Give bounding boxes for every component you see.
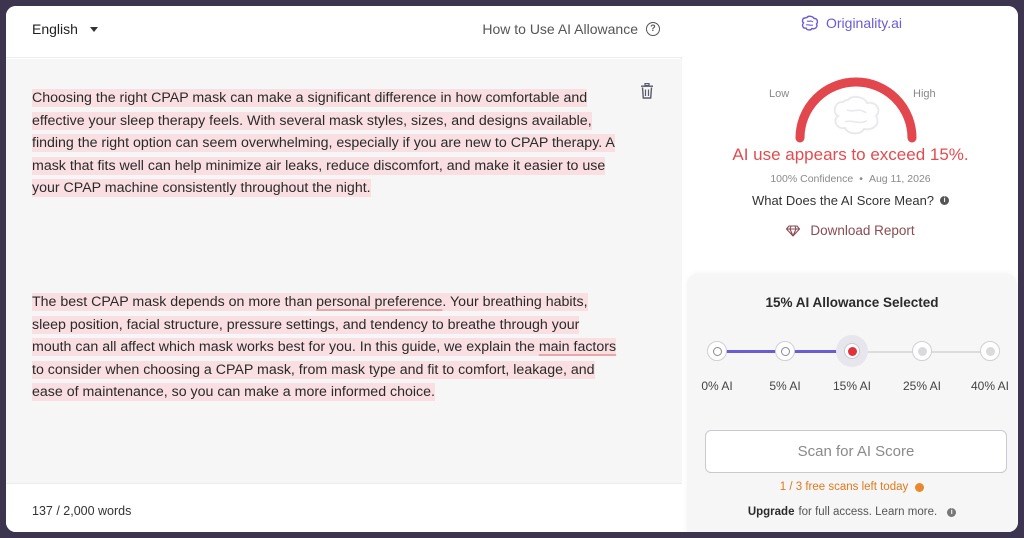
gem-icon xyxy=(713,347,722,356)
separator-dot: • xyxy=(859,173,863,185)
brand-logo[interactable] xyxy=(801,15,902,31)
confidence-meta xyxy=(683,173,1018,185)
allowance-stop-15-selected[interactable] xyxy=(836,335,868,367)
how-to-use-label: How to Use AI Allowance xyxy=(482,21,638,37)
gem-icon xyxy=(781,347,790,356)
how-to-use-link[interactable] xyxy=(482,21,660,37)
brain-watermark-icon xyxy=(835,97,879,134)
flagged-phrase[interactable]: main factors xyxy=(538,339,617,356)
text-segment: In this guide, we explain the xyxy=(355,339,539,356)
gauge-high-label: High xyxy=(913,88,936,100)
allowance-stop-label: 5% AI xyxy=(769,379,801,393)
upgrade-notice xyxy=(687,506,1017,518)
brain-logo-icon xyxy=(801,15,819,31)
text-input-area[interactable] xyxy=(6,59,682,483)
allowance-stop-40[interactable] xyxy=(980,341,1000,361)
brand-name: Originality.ai xyxy=(826,15,902,31)
verdict-text: AI use appears to exceed 15%. xyxy=(732,145,969,164)
results-panel xyxy=(683,6,1018,532)
free-scans-notice xyxy=(687,481,1017,493)
ai-allowance-card xyxy=(687,274,1017,532)
allowance-stop-label: 25% AI xyxy=(902,379,942,393)
slider-thumb xyxy=(844,343,860,359)
info-icon[interactable]: i xyxy=(947,508,956,517)
allowance-title: 15% AI Allowance Selected xyxy=(765,295,939,310)
confidence-text: 100% Confidence xyxy=(770,173,854,185)
ai-score-gauge xyxy=(683,52,1018,152)
caret-down-icon xyxy=(90,27,98,32)
free-scans-text: 1 / 3 free scans left today xyxy=(779,481,909,493)
text-segment: to consider when choosing a CPAP mask, from mask type and fit to comfort, leakage, and ease of maintenance, so you can make a more informed choice. xyxy=(32,361,595,401)
allowance-stop-25[interactable] xyxy=(912,341,932,361)
flagged-phrase[interactable]: personal preference xyxy=(316,294,443,310)
download-report-label: Download Report xyxy=(810,223,915,238)
score-meaning-label: What Does the AI Score Mean? xyxy=(751,193,935,208)
warning-icon xyxy=(915,483,924,492)
stop-dot xyxy=(918,347,927,356)
gem-icon xyxy=(786,225,800,237)
editor-panel xyxy=(6,6,682,532)
gauge-low-label: Low xyxy=(769,88,790,100)
paragraph-1 xyxy=(32,87,622,200)
stop-dot xyxy=(986,347,995,356)
editor-header xyxy=(6,6,682,58)
text-segment: The best CPAP mask depends on more than xyxy=(32,294,317,310)
allowance-stop-label: 0% AI xyxy=(701,379,733,393)
language-label: English xyxy=(32,21,78,37)
download-report-button[interactable] xyxy=(683,223,1018,238)
allowance-stop-label: 15% AI xyxy=(832,379,872,393)
upgrade-link[interactable]: Upgrade xyxy=(747,506,795,518)
app-window xyxy=(6,6,1018,532)
score-meaning-link[interactable] xyxy=(683,193,1018,208)
highlighted-sentence: Your breathing habits, sleep position, facial structure, pressure settings, and tendency to breathe through your mouth can all affect which mask works best for you. xyxy=(32,294,588,356)
highlighted-sentence xyxy=(32,293,446,311)
selected-dot xyxy=(848,347,857,356)
allowance-stop-5[interactable] xyxy=(775,341,795,361)
allowance-stop-label: 40% AI xyxy=(970,379,1010,393)
info-icon: i xyxy=(940,196,949,205)
allowance-stop-0[interactable] xyxy=(707,341,727,361)
editor-footer xyxy=(6,483,682,532)
scan-date: Aug 11, 2026 xyxy=(868,173,931,185)
paragraph-2 xyxy=(32,291,622,404)
trash-icon[interactable] xyxy=(640,83,654,99)
scan-button[interactable]: Scan for AI Score xyxy=(705,430,1007,473)
help-circle-icon: ? xyxy=(646,22,660,36)
upgrade-text[interactable]: for full access. Learn more. xyxy=(798,506,938,518)
highlighted-sentence: Choosing the right CPAP mask can make a significant difference in how comfortable and effective your sleep therapy feels. xyxy=(32,90,588,129)
word-count: 137 / 2,000 words xyxy=(32,504,132,518)
highlighted-sentence: With several mask styles, sizes, and designs available, finding the right option can seem overwhelming, especially if you are new to CPAP therapy. xyxy=(32,112,603,152)
language-select[interactable] xyxy=(32,21,98,37)
highlighted-sentence: A mask that fits well can help minimize air leaks, reduce discomfort, and make it easier to use your CPAP machine consistently throughout the night. xyxy=(32,135,615,197)
text-segment: . xyxy=(442,294,447,310)
